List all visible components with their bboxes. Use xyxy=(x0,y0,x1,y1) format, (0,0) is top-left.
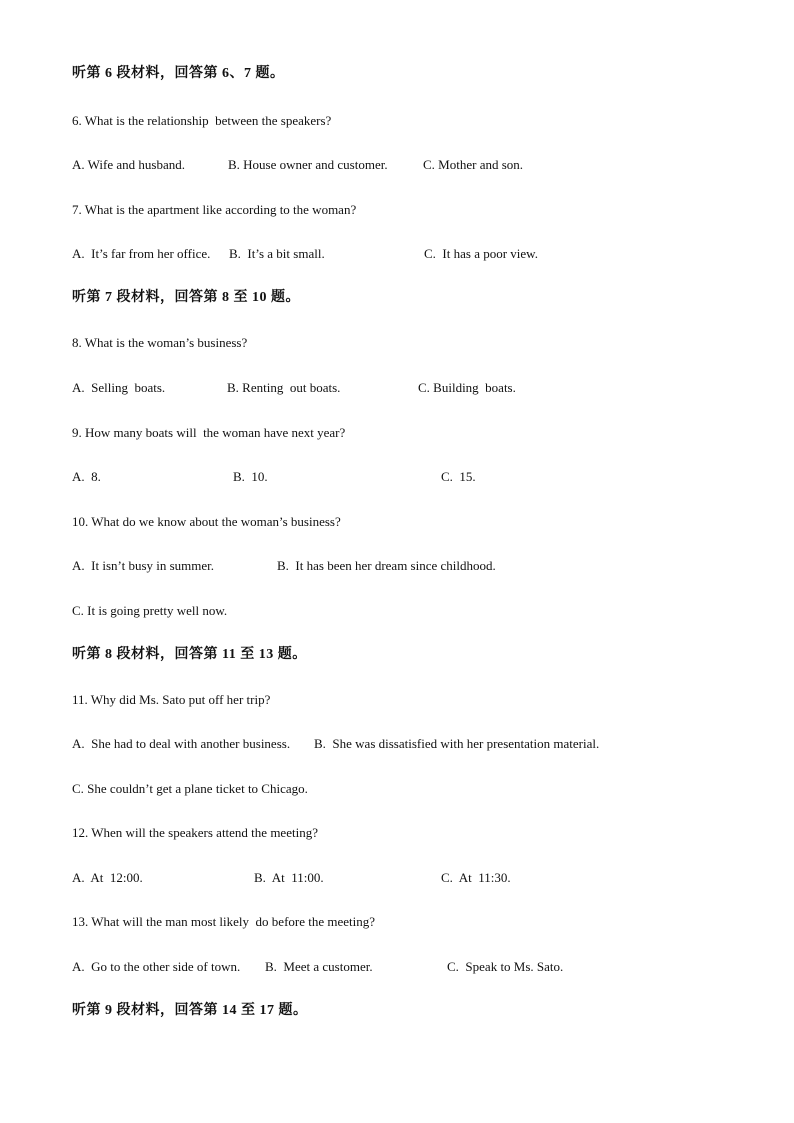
section-heading: 听第 6 段材料，回答第 6、7 题。 xyxy=(72,66,285,81)
answer-option: B. House owner and customer. xyxy=(228,157,388,172)
answer-option: B. It’s a bit small. xyxy=(229,246,325,261)
answer-option: A. Selling boats. xyxy=(72,380,166,395)
answer-option: B. Meet a customer. xyxy=(265,959,373,974)
section-heading: 听第 9 段材料，回答第 14 至 17 题。 xyxy=(72,1003,308,1018)
answer-option: B. At 11:00. xyxy=(254,870,324,885)
question-stem: 13. What will the man most likely do before the meeting? xyxy=(72,914,376,929)
answer-option: C. Mother and son. xyxy=(423,157,524,172)
answer-option: A. Wife and husband. xyxy=(72,157,185,172)
section-heading: 听第 8 段材料，回答第 11 至 13 题。 xyxy=(72,647,307,662)
answer-option: A. 8. xyxy=(72,469,101,484)
answer-option: B. Renting out boats. xyxy=(227,380,341,395)
question-stem: 12. When will the speakers attend the meeting? xyxy=(72,825,318,840)
answer-option: C. Speak to Ms. Sato. xyxy=(447,959,564,974)
answer-option: A. It’s far from her office. xyxy=(72,246,211,261)
question-stem: 9. How many boats will the woman have next year? xyxy=(72,425,346,440)
answer-option: B. It has been her dream since childhood. xyxy=(277,558,496,573)
question-stem: 10. What do we know about the woman’s business? xyxy=(72,514,341,529)
answer-option: C. She couldn’t get a plane ticket to Chicago. xyxy=(72,781,308,796)
answer-option: C. It has a poor view. xyxy=(424,246,538,261)
question-stem: 11. Why did Ms. Sato put off her trip? xyxy=(72,692,271,707)
question-stem: 7. What is the apartment like according to the woman? xyxy=(72,202,357,217)
answer-option: B. 10. xyxy=(233,469,268,484)
question-stem: 6. What is the relationship between the speakers? xyxy=(72,113,332,128)
answer-option: A. She had to deal with another business. xyxy=(72,736,291,751)
answer-option: C. It is going pretty well now. xyxy=(72,603,228,618)
answer-option: C. At 11:30. xyxy=(441,870,511,885)
answer-option: A. It isn’t busy in summer. xyxy=(72,558,215,573)
answer-option: A. Go to the other side of town. xyxy=(72,959,241,974)
answer-option: C. Building boats. xyxy=(418,380,516,395)
section-heading: 听第 7 段材料，回答第 8 至 10 题。 xyxy=(72,290,300,305)
answer-option: C. 15. xyxy=(441,469,476,484)
answer-option: B. She was dissatisfied with her presentation material. xyxy=(314,736,600,751)
answer-option: A. At 12:00. xyxy=(72,870,143,885)
question-stem: 8. What is the woman’s business? xyxy=(72,335,248,350)
